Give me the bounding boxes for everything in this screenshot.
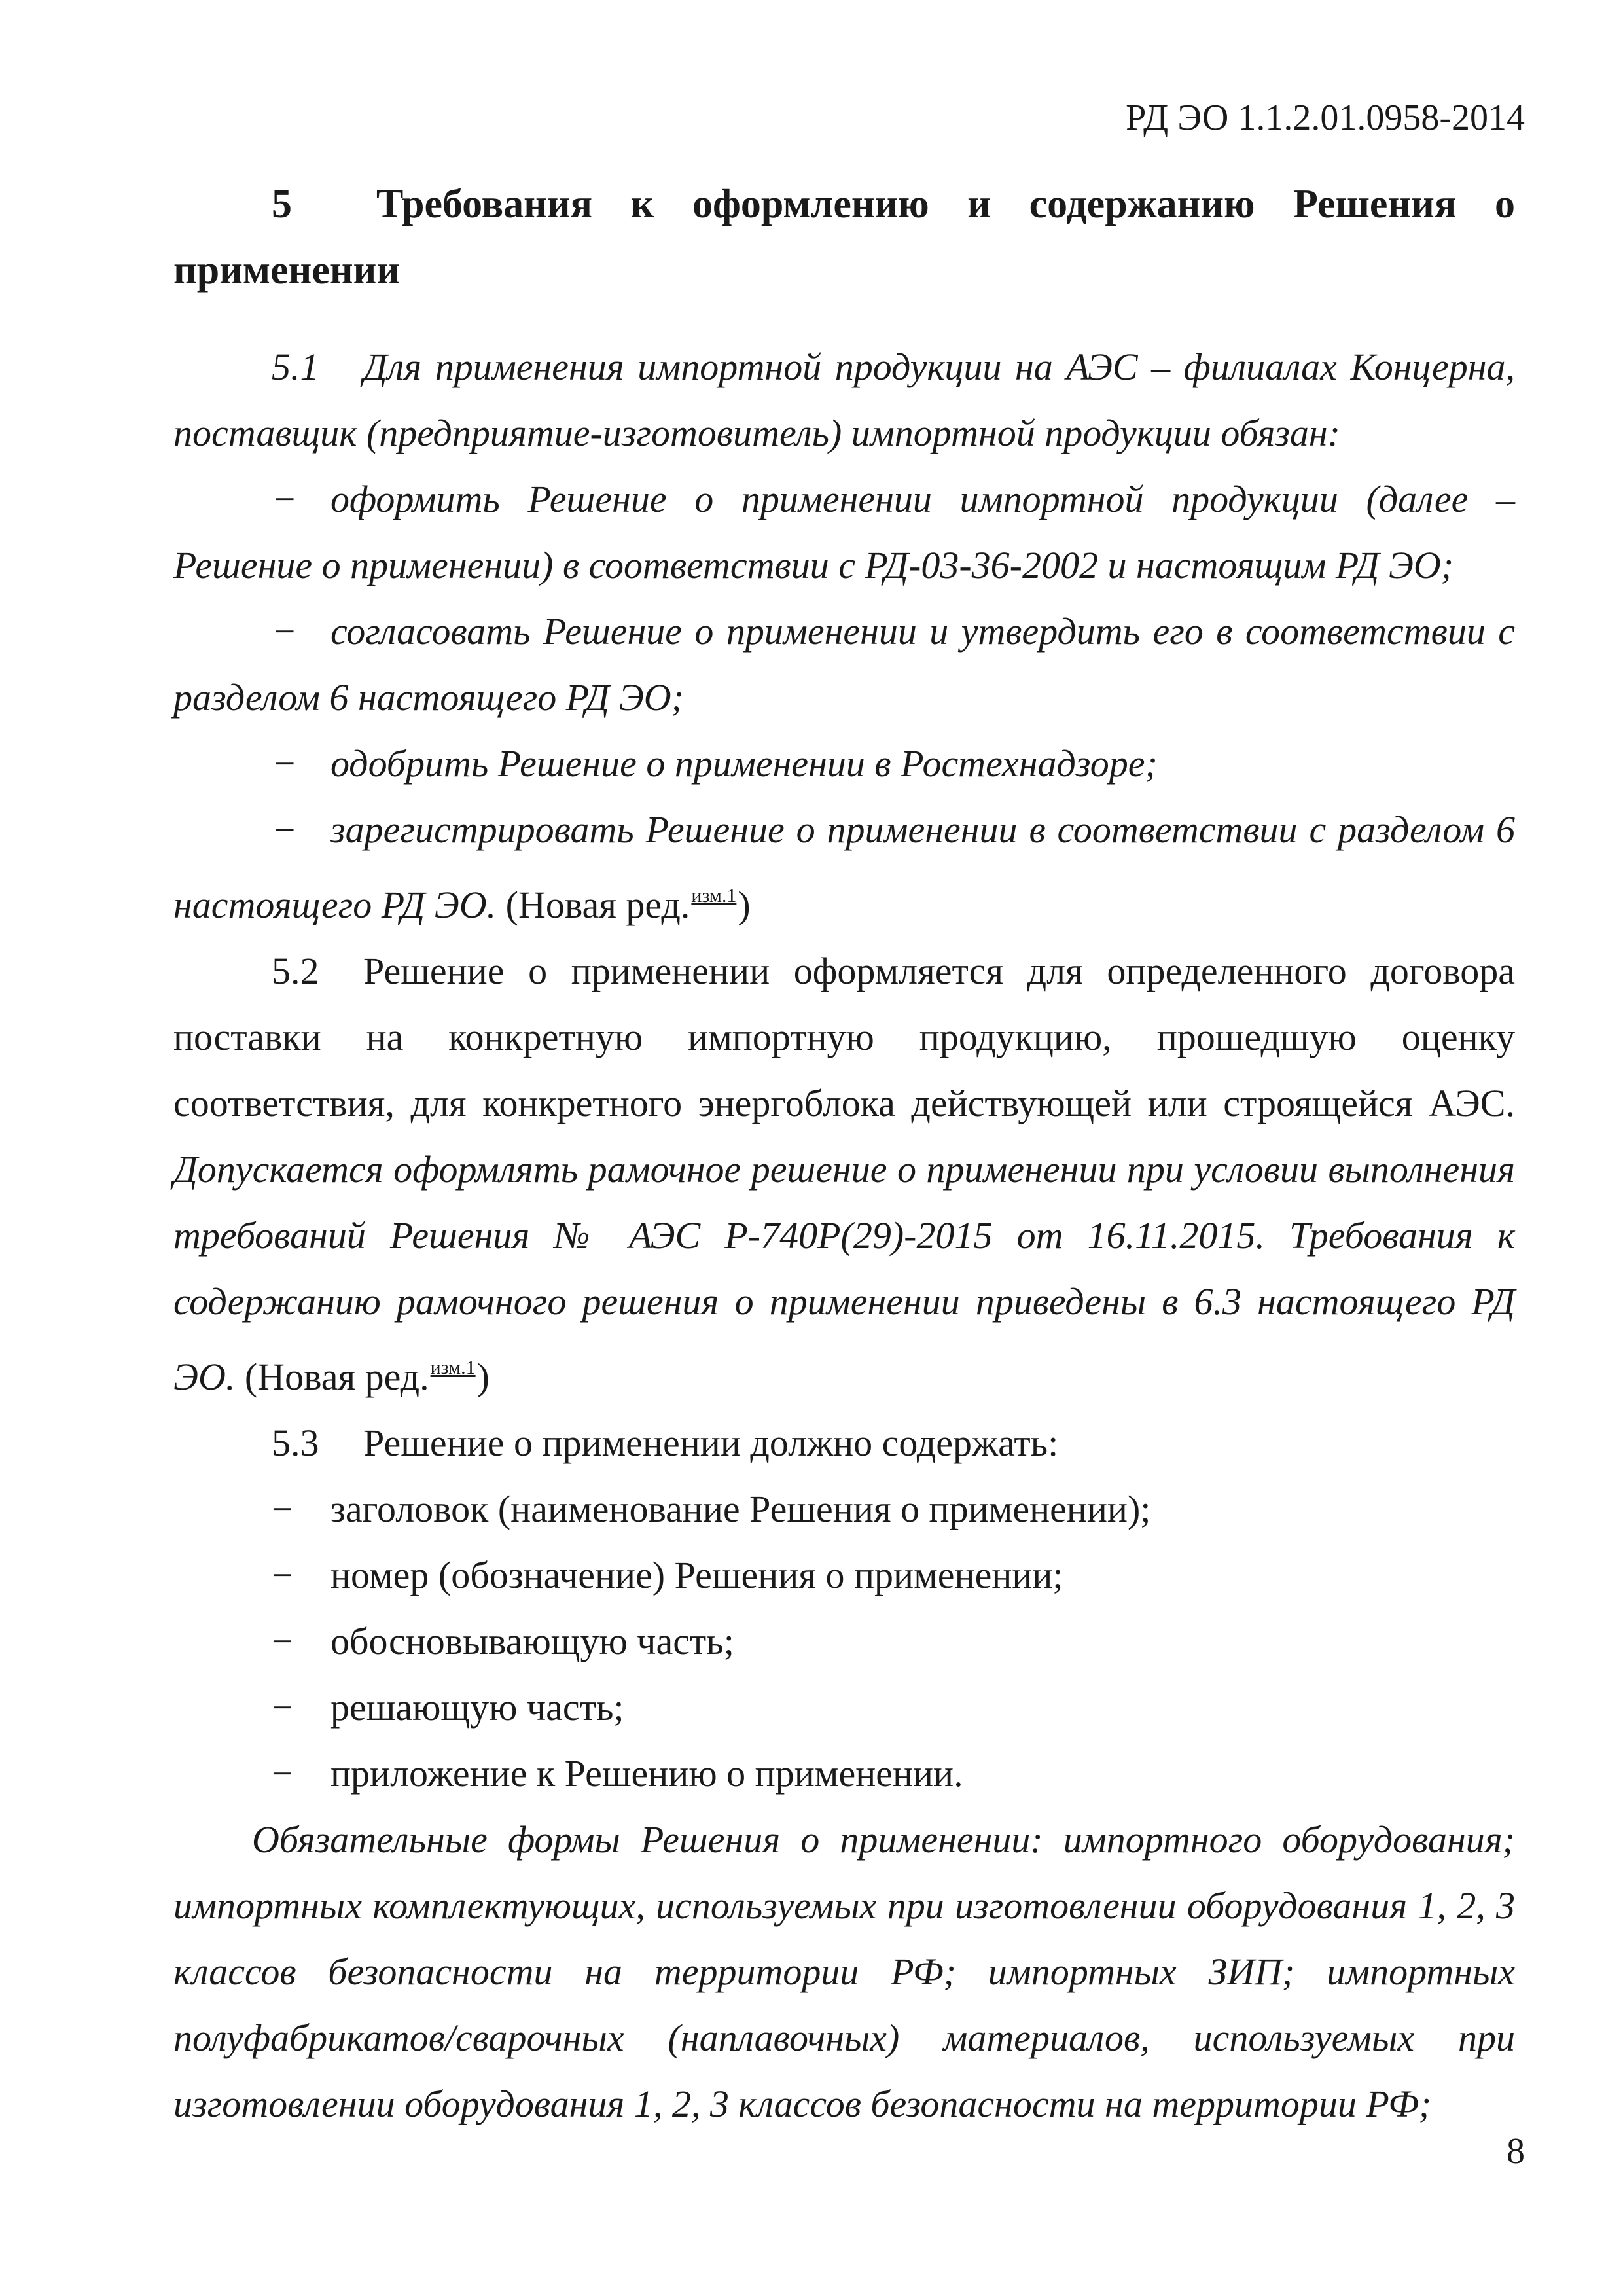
- section-heading: [173, 171, 1515, 304]
- list-item: [173, 1740, 1515, 1806]
- list-item-text: согласовать Решение о применении и утвердить его в соответствии с разделом 6 настоящего РД ЭО;: [173, 610, 1515, 719]
- dash-bullet: −: [272, 808, 298, 851]
- closing-paren: ): [476, 1355, 490, 1398]
- page-number: 8: [1507, 2131, 1525, 2172]
- paragraph-5-3: [173, 1410, 1515, 1476]
- paragraph-5-1-intro: [173, 334, 1515, 466]
- dash-bullet: −: [272, 1686, 293, 1729]
- revision-note: (Новая ред.: [244, 1355, 429, 1398]
- list-item: [173, 1476, 1515, 1542]
- closing-paren: ): [738, 884, 751, 926]
- list-item-text: зарегистрировать Решение о применении в соответствии с разделом 6 настоящего РД ЭО.: [173, 808, 1515, 926]
- list-item: [173, 1608, 1515, 1674]
- paragraph-text: Решение о применении должно содержать:: [363, 1422, 1059, 1464]
- paragraph-italic-text: Допускается оформлять рамочное решение о применении при условии выполнения требований Решения № АЭС Р-740Р(29)-2015 от 16.11.2015. Требования к содержанию рамочного решения о применении приведены в 6.3 настоящего РД ЭО.: [173, 1148, 1515, 1398]
- section-number: 5: [272, 182, 292, 226]
- paragraph-number: 5.3: [272, 1422, 319, 1464]
- list-item-text: обосновывающую часть;: [330, 1620, 734, 1662]
- revision-note: (Новая ред.: [505, 884, 690, 926]
- list-item-text: номер (обозначение) Решения о применении;: [330, 1554, 1063, 1596]
- section-title: Требования к оформлению и содержанию Решения о применении: [173, 182, 1515, 293]
- document-code: РД ЭО 1.1.2.01.0958-2014: [1126, 98, 1525, 138]
- list-item-text: одобрить Решение о применении в Ростехнадзоре;: [330, 742, 1158, 785]
- dash-bullet: −: [272, 742, 298, 785]
- list-item-text: приложение к Решению о применении.: [330, 1752, 963, 1795]
- revision-reference-link[interactable]: изм.1: [691, 885, 737, 906]
- dash-bullet: −: [272, 1620, 293, 1662]
- list-item: [173, 797, 1515, 938]
- document-body: [173, 334, 1515, 2137]
- list-item-text: заголовок (наименование Решения о применении);: [330, 1488, 1151, 1530]
- list-item: [173, 1674, 1515, 1740]
- dash-bullet: −: [272, 610, 298, 653]
- paragraph-text: Решение о применении оформляется для определенного договора поставки на конкретную импортную продукцию, прошедшую оценку соответствия, для конкретного энергоблока действующей или строящейся АЭС.: [173, 950, 1515, 1124]
- dash-bullet: −: [272, 478, 298, 520]
- paragraph-number: 5.2: [272, 950, 319, 992]
- dash-bullet: −: [272, 1488, 293, 1530]
- paragraph-text: Для применения импортной продукции на АЭС – филиалах Концерна, поставщик (предприятие-изготовитель) импортной продукции обязан:: [173, 346, 1515, 454]
- list-item-text: оформить Решение о применении импортной продукции (далее – Решение о применении) в соответствии с РД-03-36-2002 и настоящим РД ЭО;: [173, 478, 1515, 586]
- dash-bullet: −: [272, 1752, 293, 1795]
- paragraph-number: 5.1: [272, 346, 319, 388]
- list-item: [173, 730, 1515, 797]
- list-item-text: решающую часть;: [330, 1686, 624, 1729]
- revision-reference-link[interactable]: изм.1: [430, 1357, 476, 1378]
- dash-bullet: −: [272, 1554, 293, 1596]
- list-item: [173, 466, 1515, 598]
- paragraph-5-2: [173, 938, 1515, 1410]
- list-item: [173, 598, 1515, 730]
- list-item: [173, 1542, 1515, 1608]
- forms-paragraph: Обязательные формы Решения о применении: импортного оборудования; импортных комплектующих, используемых при изготовлении оборудования 1, 2, 3 классов безопасности на территории РФ; импортных ЗИП; импортных полуфабрикатов/сварочных (наплавочных) материалов, используемых при изготовлении оборудования 1, 2, 3 классов безопасности на территории РФ;: [173, 1818, 1515, 2125]
